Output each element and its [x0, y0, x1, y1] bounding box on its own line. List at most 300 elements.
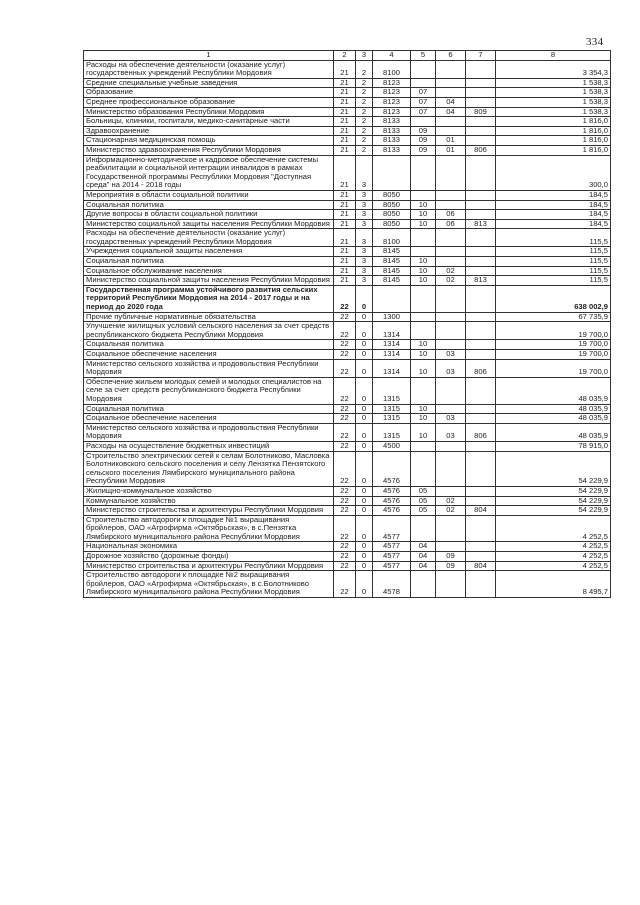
cell-section: 21 [334, 97, 356, 107]
cell-subchapter [436, 247, 466, 257]
cell-chapter [411, 117, 436, 127]
cell-ministry-code [466, 200, 496, 210]
cell-subchapter [436, 126, 466, 136]
cell-section: 22 [334, 285, 356, 312]
row-name: Социальная политика [84, 200, 334, 210]
header-row [84, 51, 611, 61]
cell-ministry-code: 804 [466, 561, 496, 571]
table-row [84, 97, 611, 107]
cell-section: 21 [334, 219, 356, 229]
cell-section: 21 [334, 126, 356, 136]
cell-amount: 115,5 [496, 276, 611, 286]
cell-amount: 54 229,9 [496, 486, 611, 496]
cell-ministry-code [466, 60, 496, 78]
table-row [84, 414, 611, 424]
cell-section: 21 [334, 88, 356, 98]
cell-section: 21 [334, 276, 356, 286]
cell-chapter [411, 229, 436, 247]
row-name: Среднее профессиональное образование [84, 97, 334, 107]
table-row [84, 107, 611, 117]
cell-chapter: 10 [411, 276, 436, 286]
cell-ministry-code: 806 [466, 359, 496, 377]
cell-code: 1315 [373, 377, 411, 404]
cell-section: 21 [334, 210, 356, 220]
table-row [84, 229, 611, 247]
cell-amount: 184,5 [496, 219, 611, 229]
table-row [84, 78, 611, 88]
row-name: Строительство автодороги к площадке №1 выращивания бройлеров, ОАО «Агрофирма «Октябрьская», в с.Пензятка Лямбирского муниципального района Республики Мордовия [84, 515, 334, 542]
column-header: 3 [356, 51, 373, 61]
table-row [84, 515, 611, 542]
cell-section: 22 [334, 377, 356, 404]
cell-subsection: 2 [356, 117, 373, 127]
table-row [84, 423, 611, 441]
cell-amount: 1 538,3 [496, 107, 611, 117]
cell-chapter: 05 [411, 486, 436, 496]
cell-chapter [411, 515, 436, 542]
cell-code: 4577 [373, 561, 411, 571]
cell-subchapter: 06 [436, 219, 466, 229]
cell-code: 4576 [373, 496, 411, 506]
cell-section: 21 [334, 155, 356, 190]
row-name: Расходы на осуществление бюджетных инвестиций [84, 441, 334, 451]
table-row [84, 117, 611, 127]
cell-section: 22 [334, 414, 356, 424]
cell-chapter: 10 [411, 257, 436, 267]
cell-subsection: 2 [356, 88, 373, 98]
row-name: Министерство образования Республики Мордовия [84, 107, 334, 117]
cell-section: 22 [334, 561, 356, 571]
cell-code [373, 285, 411, 312]
cell-section: 22 [334, 571, 356, 598]
cell-chapter [411, 377, 436, 404]
cell-subchapter [436, 229, 466, 247]
table-row [84, 145, 611, 155]
cell-chapter [411, 451, 436, 486]
cell-ministry-code [466, 496, 496, 506]
cell-section: 21 [334, 60, 356, 78]
cell-subsection: 0 [356, 285, 373, 312]
cell-section: 22 [334, 423, 356, 441]
cell-ministry-code [466, 190, 496, 200]
table-row [84, 359, 611, 377]
cell-code: 8133 [373, 136, 411, 146]
row-name: Социальное обеспечение населения [84, 350, 334, 360]
cell-subchapter: 03 [436, 350, 466, 360]
row-name: Министерство строительства и архитектуры Республики Мордовия [84, 506, 334, 516]
cell-ministry-code: 813 [466, 219, 496, 229]
cell-ministry-code [466, 247, 496, 257]
cell-subchapter [436, 486, 466, 496]
cell-ministry-code [466, 285, 496, 312]
cell-subchapter: 01 [436, 136, 466, 146]
cell-ministry-code [466, 78, 496, 88]
cell-subchapter [436, 200, 466, 210]
cell-amount: 115,5 [496, 229, 611, 247]
cell-section: 22 [334, 312, 356, 322]
cell-chapter: 09 [411, 136, 436, 146]
row-name: Государственная программа устойчивого развития сельских территорий Республики Мордовия на 2014 - 2017 годы и на период до 2020 года [84, 285, 334, 312]
cell-code: 4577 [373, 552, 411, 562]
cell-ministry-code [466, 340, 496, 350]
row-name: Социальное обслуживание населения [84, 266, 334, 276]
row-name: Строительство автодороги к площадке №2 выращивания бройлеров, ОАО «Агрофирма «Октябрьская», в с.Болотниково Лямбирского муниципального района Республики Мордовия [84, 571, 334, 598]
cell-subchapter [436, 451, 466, 486]
cell-ministry-code: 813 [466, 276, 496, 286]
cell-code: 4500 [373, 441, 411, 451]
cell-chapter [411, 571, 436, 598]
cell-subchapter [436, 377, 466, 404]
cell-subsection: 0 [356, 414, 373, 424]
cell-subchapter: 09 [436, 561, 466, 571]
table-row [84, 155, 611, 190]
cell-subchapter [436, 285, 466, 312]
cell-code: 4578 [373, 571, 411, 598]
cell-code: 8133 [373, 117, 411, 127]
column-header: 4 [373, 51, 411, 61]
cell-subsection: 0 [356, 322, 373, 340]
cell-section: 21 [334, 200, 356, 210]
cell-subsection: 0 [356, 350, 373, 360]
cell-subsection: 0 [356, 404, 373, 414]
row-name: Другие вопросы в области социальной политики [84, 210, 334, 220]
cell-chapter: 05 [411, 496, 436, 506]
table-row [84, 200, 611, 210]
cell-code: 4576 [373, 451, 411, 486]
cell-subsection: 0 [356, 506, 373, 516]
cell-subsection: 0 [356, 423, 373, 441]
row-name: Информационно-методическое и кадровое обеспечение системы реабилитации и социальной интеграции инвалидов в рамках Государственной программы Республики Мордовия "Доступная среда" на 2014 - 2018 годы [84, 155, 334, 190]
row-name: Дорожное хозяйство (дорожные фонды) [84, 552, 334, 562]
table-row [84, 60, 611, 78]
cell-amount: 4 252,5 [496, 542, 611, 552]
row-name: Министерство сельского хозяйства и продовольствия Республики Мордовия [84, 423, 334, 441]
table-row [84, 266, 611, 276]
cell-amount: 4 252,5 [496, 561, 611, 571]
cell-amount: 19 700,0 [496, 350, 611, 360]
cell-code: 8145 [373, 257, 411, 267]
cell-code: 8100 [373, 60, 411, 78]
cell-chapter: 04 [411, 561, 436, 571]
cell-section: 21 [334, 78, 356, 88]
cell-subsection: 3 [356, 219, 373, 229]
cell-subsection: 3 [356, 257, 373, 267]
row-name: Социальная политика [84, 340, 334, 350]
row-name: Министерство строительства и архитектуры Республики Мордовия [84, 561, 334, 571]
cell-ministry-code [466, 486, 496, 496]
row-name: Образование [84, 88, 334, 98]
cell-amount: 1 816,0 [496, 136, 611, 146]
cell-section: 22 [334, 340, 356, 350]
cell-subchapter: 02 [436, 506, 466, 516]
cell-subchapter [436, 257, 466, 267]
cell-chapter [411, 190, 436, 200]
cell-subsection: 2 [356, 97, 373, 107]
cell-chapter: 10 [411, 350, 436, 360]
cell-chapter: 04 [411, 542, 436, 552]
cell-ministry-code [466, 377, 496, 404]
cell-code: 8100 [373, 229, 411, 247]
cell-code: 8145 [373, 266, 411, 276]
cell-code: 8123 [373, 107, 411, 117]
cell-amount: 67 735,9 [496, 312, 611, 322]
cell-subsection: 3 [356, 210, 373, 220]
cell-subchapter: 02 [436, 276, 466, 286]
cell-ministry-code [466, 312, 496, 322]
cell-code: 1315 [373, 414, 411, 424]
cell-ministry-code [466, 322, 496, 340]
cell-amount: 19 700,0 [496, 322, 611, 340]
cell-amount: 115,5 [496, 266, 611, 276]
cell-section: 22 [334, 404, 356, 414]
cell-code: 8145 [373, 247, 411, 257]
cell-subchapter: 04 [436, 107, 466, 117]
cell-subchapter: 06 [436, 210, 466, 220]
row-name: Улучшение жилищных условий сельского населения за счет средств республиканского бюджета Республики Мордовия [84, 322, 334, 340]
cell-amount: 19 700,0 [496, 359, 611, 377]
cell-ministry-code [466, 571, 496, 598]
column-header: 5 [411, 51, 436, 61]
cell-subchapter [436, 190, 466, 200]
cell-subsection: 3 [356, 266, 373, 276]
cell-chapter: 04 [411, 552, 436, 562]
cell-chapter: 07 [411, 107, 436, 117]
row-name: Прочие публичные нормативные обязательства [84, 312, 334, 322]
row-name: Мероприятия в области социальной политики [84, 190, 334, 200]
cell-code: 1300 [373, 312, 411, 322]
cell-ministry-code [466, 515, 496, 542]
row-name: Жилищно-коммунальное хозяйство [84, 486, 334, 496]
cell-amount: 184,5 [496, 190, 611, 200]
cell-code: 8145 [373, 276, 411, 286]
cell-ministry-code: 809 [466, 107, 496, 117]
table-row [84, 136, 611, 146]
table-row [84, 552, 611, 562]
table-row [84, 190, 611, 200]
cell-chapter: 09 [411, 126, 436, 136]
cell-subchapter: 03 [436, 359, 466, 377]
cell-chapter [411, 60, 436, 78]
cell-subsection: 2 [356, 136, 373, 146]
cell-chapter: 10 [411, 219, 436, 229]
cell-code: 1314 [373, 322, 411, 340]
cell-code: 8133 [373, 145, 411, 155]
cell-subsection: 0 [356, 451, 373, 486]
cell-chapter [411, 247, 436, 257]
cell-subchapter [436, 404, 466, 414]
table-row [84, 451, 611, 486]
cell-subsection: 0 [356, 340, 373, 350]
cell-amount: 300,0 [496, 155, 611, 190]
cell-code: 8123 [373, 78, 411, 88]
cell-chapter [411, 441, 436, 451]
cell-subchapter [436, 542, 466, 552]
cell-ministry-code [466, 266, 496, 276]
cell-ministry-code [466, 88, 496, 98]
cell-subchapter [436, 571, 466, 598]
column-header: 7 [466, 51, 496, 61]
cell-chapter: 05 [411, 506, 436, 516]
cell-amount: 19 700,0 [496, 340, 611, 350]
table-row [84, 377, 611, 404]
row-name: Расходы на обеспечение деятельности (оказание услуг) государственных учреждений Республики Мордовия [84, 60, 334, 78]
cell-ministry-code [466, 136, 496, 146]
cell-subchapter [436, 117, 466, 127]
cell-amount: 4 252,5 [496, 515, 611, 542]
cell-chapter: 09 [411, 145, 436, 155]
table-row [84, 285, 611, 312]
cell-code: 4577 [373, 542, 411, 552]
cell-subsection: 0 [356, 441, 373, 451]
cell-section: 21 [334, 107, 356, 117]
table-row [84, 506, 611, 516]
table-row [84, 210, 611, 220]
cell-subchapter: 02 [436, 266, 466, 276]
cell-subsection: 0 [356, 359, 373, 377]
cell-amount: 48 035,9 [496, 423, 611, 441]
cell-ministry-code [466, 542, 496, 552]
cell-code: 1315 [373, 404, 411, 414]
cell-ministry-code [466, 97, 496, 107]
cell-amount: 184,5 [496, 200, 611, 210]
cell-chapter [411, 155, 436, 190]
cell-subchapter [436, 515, 466, 542]
column-header: 6 [436, 51, 466, 61]
row-name: Больницы, клиники, госпитали, медико-санитарные части [84, 117, 334, 127]
cell-chapter: 10 [411, 359, 436, 377]
column-header: 2 [334, 51, 356, 61]
column-header: 8 [496, 51, 611, 61]
cell-chapter: 10 [411, 210, 436, 220]
cell-ministry-code [466, 350, 496, 360]
row-name: Министерство социальной защиты населения Республики Мордовия [84, 219, 334, 229]
table-row [84, 496, 611, 506]
cell-amount: 48 035,9 [496, 414, 611, 424]
cell-amount: 3 354,3 [496, 60, 611, 78]
cell-ministry-code [466, 210, 496, 220]
cell-ministry-code [466, 441, 496, 451]
cell-subchapter: 02 [436, 496, 466, 506]
cell-subchapter [436, 340, 466, 350]
cell-ministry-code [466, 155, 496, 190]
cell-section: 21 [334, 136, 356, 146]
cell-amount: 48 035,9 [496, 404, 611, 414]
cell-section: 22 [334, 496, 356, 506]
cell-amount: 1 816,0 [496, 126, 611, 136]
cell-amount: 1 816,0 [496, 117, 611, 127]
cell-amount: 54 229,9 [496, 496, 611, 506]
cell-subchapter [436, 155, 466, 190]
cell-section: 22 [334, 515, 356, 542]
cell-amount: 115,5 [496, 257, 611, 267]
cell-subsection: 3 [356, 190, 373, 200]
row-name: Расходы на обеспечение деятельности (оказание услуг) государственных учреждений Республики Мордовия [84, 229, 334, 247]
row-name: Социальное обеспечение населения [84, 414, 334, 424]
column-header: 1 [84, 51, 334, 61]
table-row [84, 322, 611, 340]
cell-subchapter: 01 [436, 145, 466, 155]
table-row [84, 441, 611, 451]
row-name: Здравоохранение [84, 126, 334, 136]
cell-ministry-code [466, 404, 496, 414]
budget-table [83, 50, 611, 598]
cell-code: 1314 [373, 340, 411, 350]
cell-subsection: 3 [356, 276, 373, 286]
row-name: Строительство электрических сетей к селам Болотниково, Масловка Болотниковского сельского поселения и селу Лензятка Пензятского сельского поселения Лямбирского муниципального района Республики Мордовия [84, 451, 334, 486]
cell-code: 8050 [373, 219, 411, 229]
cell-amount: 54 229,9 [496, 506, 611, 516]
cell-ministry-code: 804 [466, 506, 496, 516]
cell-code: 4576 [373, 506, 411, 516]
cell-chapter [411, 322, 436, 340]
cell-section: 21 [334, 117, 356, 127]
cell-ministry-code [466, 451, 496, 486]
cell-section: 22 [334, 451, 356, 486]
cell-subsection: 2 [356, 78, 373, 88]
cell-subchapter: 09 [436, 552, 466, 562]
table-row [84, 350, 611, 360]
cell-chapter [411, 285, 436, 312]
cell-chapter: 10 [411, 414, 436, 424]
cell-section: 21 [334, 190, 356, 200]
table-body [84, 51, 611, 598]
cell-subsection: 2 [356, 126, 373, 136]
table-row [84, 276, 611, 286]
cell-ministry-code [466, 126, 496, 136]
cell-section: 21 [334, 145, 356, 155]
cell-subsection: 2 [356, 107, 373, 117]
cell-subchapter [436, 78, 466, 88]
row-name: Национальная экономика [84, 542, 334, 552]
cell-code: 1314 [373, 359, 411, 377]
cell-chapter: 07 [411, 88, 436, 98]
cell-amount: 184,5 [496, 210, 611, 220]
cell-section: 22 [334, 552, 356, 562]
cell-amount: 78 915,0 [496, 441, 611, 451]
cell-amount: 4 252,5 [496, 552, 611, 562]
cell-ministry-code [466, 552, 496, 562]
cell-chapter: 07 [411, 97, 436, 107]
cell-subsection: 3 [356, 155, 373, 190]
cell-ministry-code [466, 414, 496, 424]
table-row [84, 571, 611, 598]
cell-subsection: 0 [356, 496, 373, 506]
table-row [84, 404, 611, 414]
cell-chapter: 10 [411, 404, 436, 414]
cell-ministry-code [466, 257, 496, 267]
cell-amount: 48 035,9 [496, 377, 611, 404]
cell-section: 22 [334, 486, 356, 496]
cell-subsection: 0 [356, 312, 373, 322]
cell-section: 21 [334, 257, 356, 267]
cell-subsection: 3 [356, 247, 373, 257]
cell-code: 8050 [373, 210, 411, 220]
cell-subsection: 2 [356, 60, 373, 78]
cell-amount: 8 495,7 [496, 571, 611, 598]
table-row [84, 219, 611, 229]
cell-code: 8123 [373, 97, 411, 107]
cell-code: 8133 [373, 126, 411, 136]
cell-subchapter: 03 [436, 423, 466, 441]
row-name: Министерство здравоохранения Республики Мордовия [84, 145, 334, 155]
cell-amount: 1 538,3 [496, 88, 611, 98]
page-number: 334 [586, 36, 604, 48]
cell-section: 22 [334, 322, 356, 340]
cell-code: 1314 [373, 350, 411, 360]
cell-amount: 1 816,0 [496, 145, 611, 155]
row-name: Социальная политика [84, 404, 334, 414]
row-name: Обеспечение жильем молодых семей и молодых специалистов на селе за счет средств республиканского бюджета Республики Мордовия [84, 377, 334, 404]
